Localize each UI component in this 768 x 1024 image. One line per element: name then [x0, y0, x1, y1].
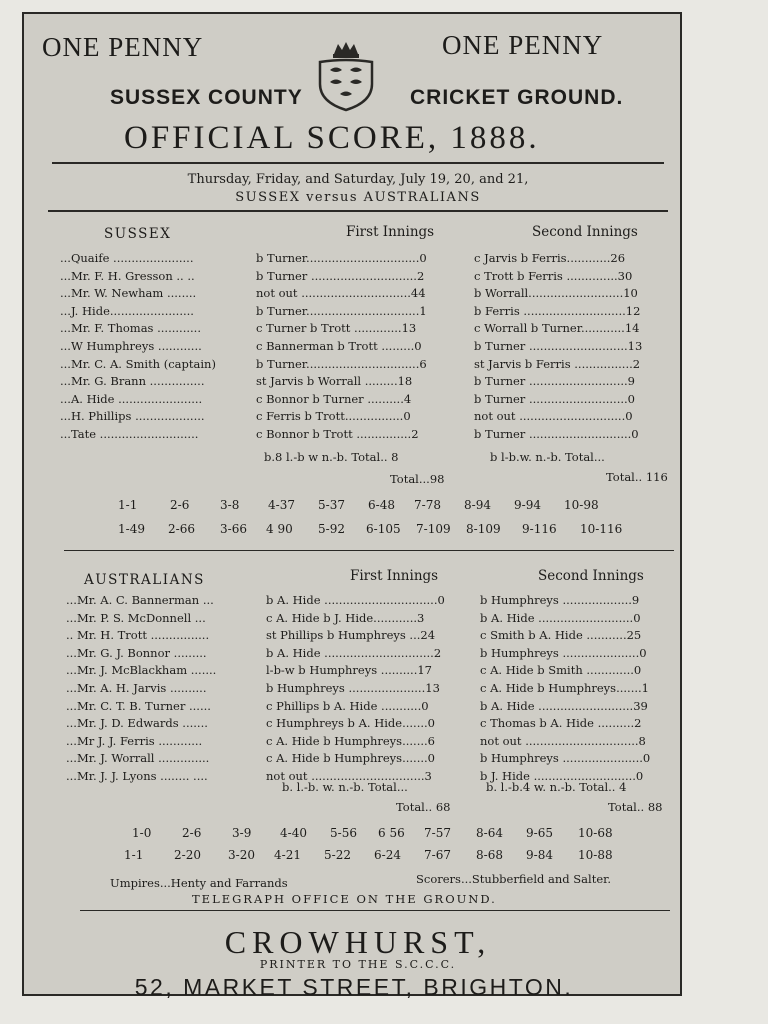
- dismissal: b Humphreys ......................0: [480, 751, 651, 766]
- price-left: ONE PENNY: [42, 32, 204, 62]
- dismissal: st Phillips b Humphreys ...24: [266, 628, 436, 643]
- dismissal: c Worrall b Turner............14: [474, 321, 640, 336]
- australians-second-innings-heading: Second Innings: [538, 568, 644, 584]
- dismissal: c Humphreys b A. Hide.......0: [266, 716, 435, 731]
- fow-entry: 10-116: [580, 522, 623, 536]
- dismissal: not out ...............................8: [480, 733, 646, 748]
- dismissal: b A. Hide ..............................2: [266, 645, 442, 660]
- price-right: ONE PENNY: [442, 30, 604, 60]
- player-name: ...Mr. J. J. Lyons ........ ....: [66, 768, 208, 783]
- fow-entry: 9-116: [522, 522, 557, 536]
- australians-total-first: Total.. 68: [396, 800, 451, 814]
- sussex-crest-icon: [316, 40, 376, 112]
- dismissal: c Phillips b A. Hide ...........0: [266, 698, 429, 713]
- printer-name: CROWHURST,: [224, 924, 492, 960]
- dismissal: c Jarvis b Ferris............26: [474, 251, 626, 265]
- dismissal: b A. Hide ..........................0: [480, 610, 641, 625]
- dismissal: c Thomas b A. Hide ..........2: [480, 716, 642, 731]
- dismissal: b Turner...............................6: [256, 356, 427, 371]
- player-name: ...Mr. J. McBlackham .......: [66, 663, 217, 678]
- dismissal: b Turner ...........................9: [474, 374, 635, 389]
- dismissal: c Bannerman b Trott .........0: [256, 338, 422, 353]
- dismissal: not out ..............................44: [256, 286, 426, 301]
- dismissal: c Turner b Trott .............13: [256, 321, 417, 336]
- fow-entry: 1-49: [118, 522, 145, 536]
- dismissal: st Jarvis b Worrall .........18: [256, 374, 413, 389]
- fow-entry: 2-6: [170, 498, 190, 512]
- dismissal: b Humphreys .....................13: [266, 680, 440, 695]
- dismissal: b J. Hide ............................0: [480, 768, 644, 783]
- dismissal: b Turner...............................0: [256, 251, 427, 265]
- telegraph-notice: TELEGRAPH OFFICE ON THE GROUND.: [192, 892, 497, 906]
- umpires: Umpires...Henty and Farrands: [110, 876, 288, 890]
- fow-entry: 1-1: [118, 498, 138, 512]
- match-dates: Thursday, Friday, and Saturday, July 19, 20, and 21,: [187, 172, 529, 187]
- dismissal: l-b-w b Humphreys ..........17: [266, 663, 432, 678]
- player-name: ...Mr. C. A. Smith (captain): [60, 356, 216, 371]
- fow-entry: 4 90: [266, 522, 293, 536]
- dismissal: b Ferris ............................12: [474, 303, 641, 318]
- player-name: ...Mr. J. Worrall ..............: [66, 751, 210, 766]
- dismissal: c A. Hide b Humphreys.......0: [266, 751, 435, 766]
- dismissal: c Ferris b Trott................0: [256, 409, 411, 424]
- fow-entry: 6-105: [366, 522, 401, 536]
- dismissal: b Turner .............................2: [256, 268, 425, 283]
- australians-first-innings-column: [266, 592, 468, 786]
- dismissal: c A. Hide b Humphreys.......1: [480, 680, 649, 695]
- page-title: OFFICIAL SCORE, 1888.: [124, 120, 540, 156]
- player-name: ...Mr. F. Thomas ............: [60, 321, 201, 336]
- sussex-extras-second: b l-b.w. n.-b. Total...: [490, 450, 605, 464]
- australians-second-innings-column: [480, 592, 672, 786]
- fow-entry: 3-20: [228, 848, 255, 862]
- player-name: ...Mr J. J. Ferris ............: [66, 733, 203, 748]
- dismissal: c Trott b Ferris ..............30: [474, 268, 633, 283]
- sussex-second-innings-column: [474, 250, 672, 444]
- player-name: ...Mr. C. T. B. Turner ......: [66, 698, 211, 713]
- fow-entry: 5-92: [318, 522, 345, 536]
- player-name: ...Mr. P. S. McDonnell ...: [66, 610, 206, 625]
- dismissal: b Turner ...........................0: [474, 391, 635, 406]
- fow-entry: 2-66: [168, 522, 195, 536]
- dismissal: b Turner...............................1: [256, 303, 427, 318]
- dismissal: b A. Hide ...............................0: [266, 593, 445, 607]
- sussex-team-heading: SUSSEX: [104, 226, 172, 242]
- fow-entry: 10-88: [578, 848, 613, 862]
- fow-entry: 1-0: [132, 826, 152, 840]
- fow-entry: 8-109: [466, 522, 501, 536]
- australians-total-second: Total.. 88: [608, 800, 663, 814]
- fow-entry: 3-66: [220, 522, 247, 536]
- fow-entry: 10-98: [564, 498, 599, 512]
- fow-entry: 8-64: [476, 826, 503, 840]
- dismissal: c A. Hide b J. Hide............3: [266, 610, 425, 625]
- fow-entry: 2-6: [182, 826, 202, 840]
- dismissal: b Turner ............................0: [474, 426, 639, 441]
- player-name: ...Mr. G. Brann ...............: [60, 374, 205, 389]
- australians-names-column: [66, 592, 256, 786]
- player-name: ...W Humphreys ............: [60, 338, 202, 353]
- fow-entry: 3-8: [220, 498, 240, 512]
- dismissal: b A. Hide ..........................39: [480, 698, 648, 713]
- dismissal: not out .............................0: [474, 409, 633, 424]
- australians-extras-second: b. l.-b.4 w. n.-b. Total.. 4: [486, 780, 627, 794]
- player-name: ...Mr. G. J. Bonnor .........: [66, 645, 207, 660]
- fow-entry: 5-56: [330, 826, 357, 840]
- fow-entry: 4-37: [268, 498, 295, 512]
- player-name: ...Mr. A. C. Bannerman ...: [66, 593, 214, 607]
- fow-entry: 6-24: [374, 848, 401, 862]
- fow-entry: 4-21: [274, 848, 301, 862]
- australians-team-heading: AUSTRALIANS: [84, 572, 205, 588]
- fow-entry: 7-78: [414, 498, 441, 512]
- fow-entry: 10-68: [578, 826, 613, 840]
- match-title: SUSSEX versus AUSTRALIANS: [235, 190, 481, 205]
- fow-entry: 8-68: [476, 848, 503, 862]
- fow-entry: 6 56: [378, 826, 405, 840]
- player-name: .. Mr. H. Trott ................: [66, 628, 210, 643]
- australians-extras-first: b. l.-b. w. n.-b. Total...: [282, 780, 408, 794]
- fow-entry: 5-22: [324, 848, 351, 862]
- dismissal: b Humphreys .....................0: [480, 645, 647, 660]
- player-name: ...H. Phillips ...................: [60, 409, 205, 424]
- australians-first-innings-heading: First Innings: [350, 568, 439, 584]
- sussex-first-innings-column: [256, 250, 462, 444]
- player-name: ...Mr. W. Newham ........: [60, 286, 197, 301]
- sussex-total-second: Total.. 116: [606, 470, 668, 484]
- player-name: ...Tate ...........................: [60, 426, 199, 441]
- sussex-names-column: [60, 250, 246, 444]
- fow-entry: 6-48: [368, 498, 395, 512]
- dismissal: not out ...............................3: [266, 768, 432, 783]
- fow-entry: 7-67: [424, 848, 451, 862]
- player-name: ...J. Hide.......................: [60, 303, 194, 318]
- printer-address: 52, MARKET STREET, BRIGHTON.: [134, 974, 574, 1000]
- sussex-first-innings-heading: First Innings: [346, 224, 435, 240]
- sussex-total-first: Total...98: [390, 472, 445, 486]
- dismissal: b Worrall..........................10: [474, 286, 638, 301]
- fow-entry: 7-57: [424, 826, 451, 840]
- fow-entry: 4-40: [280, 826, 307, 840]
- scorers: Scorers...Stubberfield and Salter.: [416, 872, 612, 886]
- fow-entry: 9-65: [526, 826, 553, 840]
- player-name: ...Quaife ......................: [60, 251, 194, 265]
- fow-entry: 8-94: [464, 498, 491, 512]
- dismissal: c Smith b A. Hide ...........25: [480, 628, 642, 643]
- ground-left: SUSSEX COUNTY: [110, 86, 303, 109]
- ground-right: CRICKET GROUND.: [410, 86, 624, 109]
- fow-entry: 1-1: [124, 848, 144, 862]
- dismissal: b Turner ...........................13: [474, 338, 643, 353]
- fow-entry: 9-84: [526, 848, 553, 862]
- fow-entry: 5-37: [318, 498, 345, 512]
- fow-entry: 9-94: [514, 498, 541, 512]
- fow-entry: 7-109: [416, 522, 451, 536]
- sussex-extras-first: b.8 l.-b w n.-b. Total.. 8: [264, 450, 399, 464]
- sussex-second-innings-heading: Second Innings: [532, 224, 638, 240]
- dismissal: c A. Hide b Humphreys.......6: [266, 733, 435, 748]
- dismissal: c Bonnor b Trott ...............2: [256, 426, 419, 441]
- printer-line: PRINTER TO THE S.C.C.C.: [259, 958, 457, 971]
- fow-entry: 3-9: [232, 826, 252, 840]
- player-name: ...Mr. J. D. Edwards .......: [66, 716, 208, 731]
- dismissal: c A. Hide b Smith .............0: [480, 663, 642, 678]
- player-name: ...Mr. A. H. Jarvis ..........: [66, 680, 207, 695]
- scorecard: [22, 12, 682, 1000]
- fow-entry: 2-20: [174, 848, 201, 862]
- player-name: ...A. Hide .......................: [60, 391, 203, 406]
- dismissal: st Jarvis b Ferris ................2: [474, 356, 641, 371]
- dismissal: c Bonnor b Turner ..........4: [256, 391, 412, 406]
- player-name: ...Mr. F. H. Gresson .. ..: [60, 268, 195, 283]
- dismissal: b Humphreys ...................9: [480, 593, 640, 607]
